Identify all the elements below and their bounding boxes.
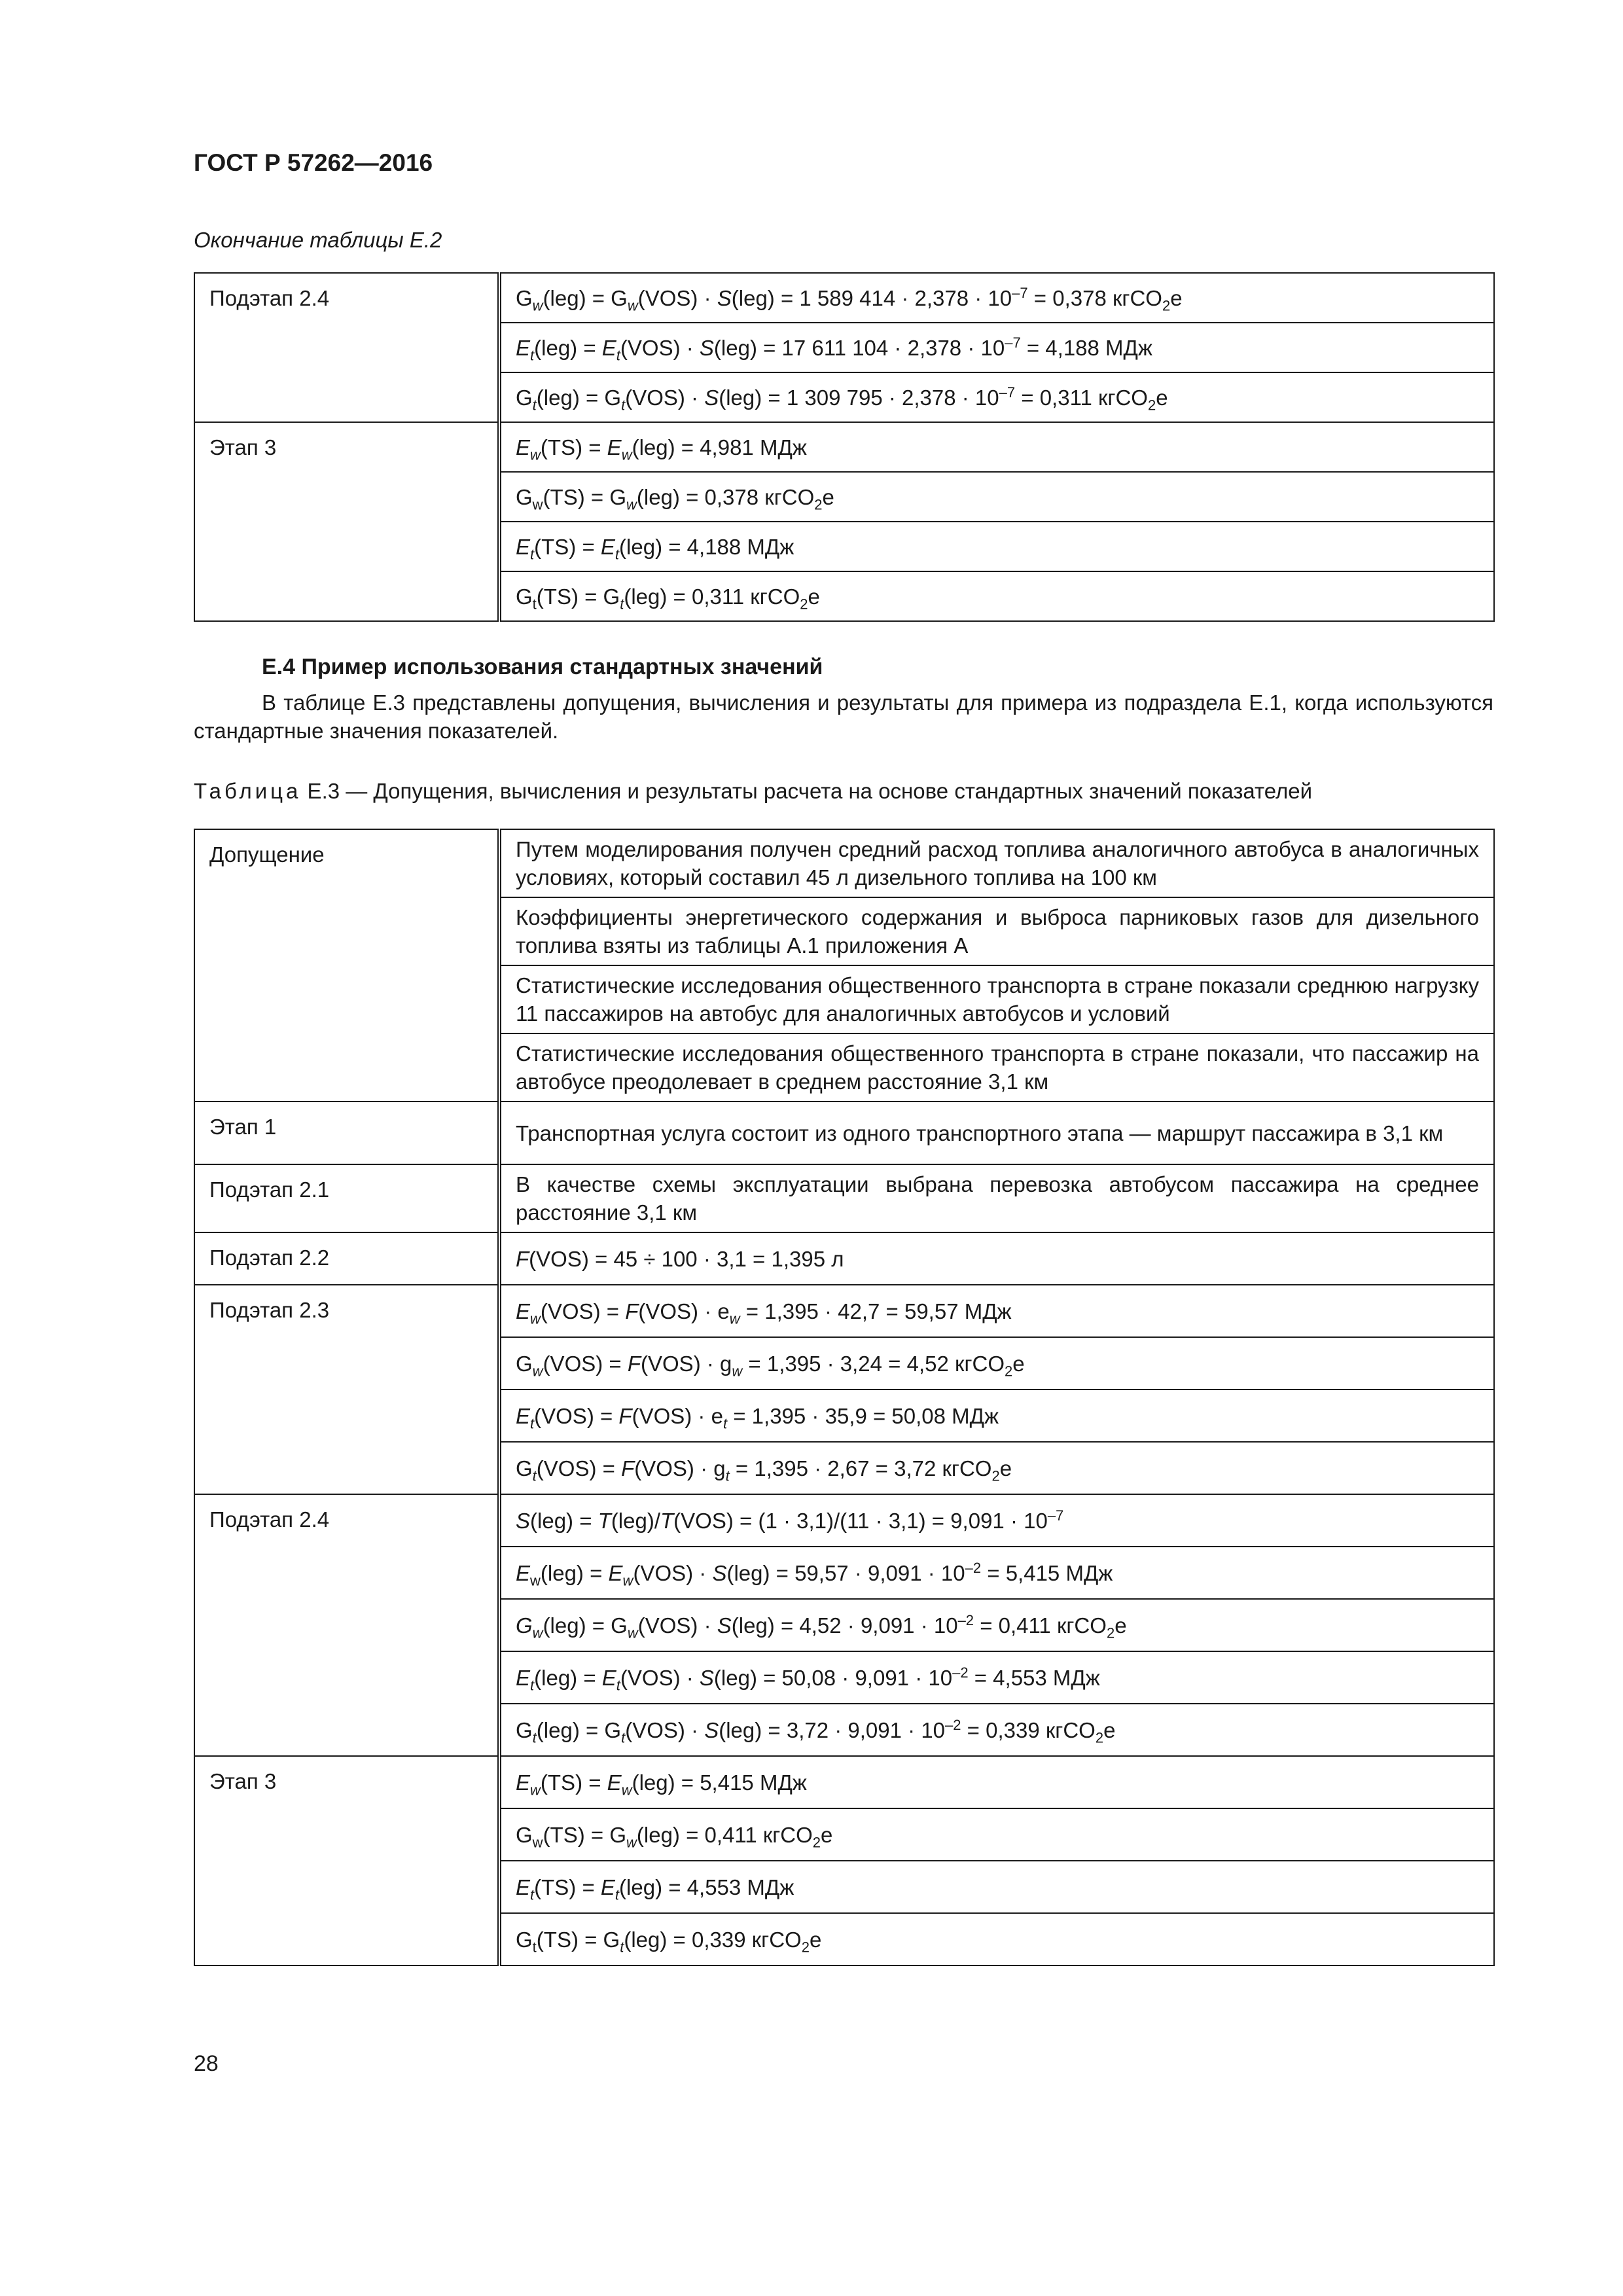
stage-label: Этап 3 [194,1756,499,1965]
stage-label: Подэтап 2.4 [194,1494,499,1756]
stage-value: $G_w(leg) = G_w(VOS) \cdot S(leg) = 4,52 \cdot 9,091 \cdot 10^{-2} = 0,411$ кгCO$_2$e [499,1599,1494,1651]
table-e2-end [194,272,1495,622]
stage-value: Путем моделирования получен средний расход топлива аналогичного автобуса в аналогичных условиях, который составил 45 л дизельного топлива на 100 км [499,829,1494,897]
stage-value: $E_t(leg) = E_t(VOS) \cdot S(leg) = 17$ 611 $104 \cdot 2,378 \cdot 10^{-7} = 4,188$ МДж [499,323,1494,372]
stage-value: $G_t(leg) = G_t(VOS) \cdot S(leg) = 3,72 \cdot 9,091 \cdot 10^{-2} = 0,339$ кгCO$_2$e [499,1704,1494,1756]
stage-value: $G_t(TS) = G_t(leg) = 0,311$ кгCO$_2$e [499,571,1494,621]
table-e3-caption-label: Таблица [194,779,302,803]
stage-value: $E_w(TS) = E_w(leg) = 4,981$ МДж [499,422,1494,472]
table-e3 [194,829,1495,1966]
stage-value: $S(leg) = T(leg)/T(VOS) = (1 \cdot 3,1)/(11 \cdot 3,1) = 9,091 \cdot 10^{-7}$ [499,1494,1494,1547]
stage-value: $G_w(leg) = G_w(VOS) \cdot S(leg) = 1$ 589 $414 \cdot 2,378 \cdot 10^{-7} = 0,378$ кгCO$_2$e [499,273,1494,323]
table-continuation-caption: Окончание таблицы Е.2 [194,228,442,252]
section-heading: Е.4 Пример использования стандартных значений [262,655,823,679]
table-row [194,1232,1494,1285]
stage-value: $E_t(TS) = E_t(leg) = 4,553$ МДж [499,1861,1494,1913]
table-row [194,1102,1494,1164]
stage-value: $G_t(TS) = G_t(leg) = 0,339$ кгCO$_2$e [499,1913,1494,1965]
stage-label: Подэтап 2.4 [194,273,499,422]
table-row [194,1285,1494,1337]
stage-value: $G_t(VOS) = F(VOS) \cdot g_t = 1,395 \cdot 2,67 = 3,72$ кгCO$_2$e [499,1442,1494,1494]
table-row [194,1164,1494,1232]
page-number: 28 [194,2051,219,2076]
table-e3-body [194,829,1494,1965]
stage-label: Подэтап 2.1 [194,1164,499,1232]
stage-value: $G_w(TS) = G_w(leg) = 0,378$ кгCO$_2$e [499,472,1494,522]
stage-value: Транспортная услуга состоит из одного транспортного этапа — маршрут пассажира в 3,1 км [499,1102,1494,1164]
stage-value: В качестве схемы эксплуатации выбрана перевозка автобусом пассажира на среднее расстояние 3,1 км [499,1164,1494,1232]
stage-value: $E_w(VOS) = F(VOS) \cdot e_w = 1,395 \cdot 42,7 = 59,57$ МДж [499,1285,1494,1337]
table-row [194,1756,1494,1808]
stage-value: $G_t(leg) = G_t(VOS) \cdot S(leg) = 1$ 309 $795 \cdot 2,378 \cdot 10^{-7} = 0,311$ кгCO$_2$e [499,372,1494,422]
stage-value: $E_w(TS) = E_w(leg) = 5,415$ МДж [499,1756,1494,1808]
stage-label: Допущение [194,829,499,1102]
table-e2-body [194,273,1494,621]
stage-value: $G_w(TS) = G_w(leg) = 0,411$ кгCO$_2$e [499,1808,1494,1861]
table-e3-caption-text: Е.3 — Допущения, вычисления и результаты расчета на основе стандартных значений показателей [301,779,1313,803]
stage-value: Статистические исследования общественного транспорта в стране показали, что пассажир на автобусе преодолевает в среднем расстояние 3,1 км [499,1033,1494,1102]
table-row [194,422,1494,472]
document-code-header: ГОСТ Р 57262—2016 [194,149,433,176]
stage-value: $E_t(VOS) = F(VOS) \cdot e_t = 1,395 \cdot 35,9 = 50,08$ МДж [499,1390,1494,1442]
table-e3-caption [194,779,1312,804]
stage-label: Этап 3 [194,422,499,621]
stage-value: $E_t(leg) = E_t(VOS) \cdot S(leg) = 50,08 \cdot 9,091 \cdot 10^{-2} = 4,553$ МДж [499,1651,1494,1704]
stage-value: $E_w(leg) = E_w(VOS) \cdot S(leg) = 59,57 \cdot 9,091 \cdot 10^{-2} = 5,415$ МДж [499,1547,1494,1599]
stage-value: Коэффициенты энергетического содержания и выброса парниковых газов для дизельного топлива взяты из таблицы А.1 приложения А [499,897,1494,965]
stage-label: Подэтап 2.2 [194,1232,499,1285]
table-row [194,273,1494,323]
stage-value: $G_w(VOS) = F(VOS) \cdot g_w = 1,395 \cdot 3,24 = 4,52$ кгCO$_2$e [499,1337,1494,1390]
stage-value: Статистические исследования общественного транспорта в стране показали среднюю нагрузку 11 пассажиров на автобус для аналогичных автобусов и условий [499,965,1494,1033]
table-row [194,1494,1494,1547]
stage-label: Этап 1 [194,1102,499,1164]
stage-value: $E_t(TS) = E_t(leg) = 4,188$ МДж [499,522,1494,571]
table-row [194,829,1494,897]
stage-label: Подэтап 2.3 [194,1285,499,1494]
stage-value: F(VOS) = 45 ÷ 100 · 3,1 = 1,395 л [499,1232,1494,1285]
section-paragraph: В таблице Е.3 представлены допущения, вычисления и результаты для примера из подраздела Е.1, когда используются стандартные значения показателей. [194,691,1493,743]
